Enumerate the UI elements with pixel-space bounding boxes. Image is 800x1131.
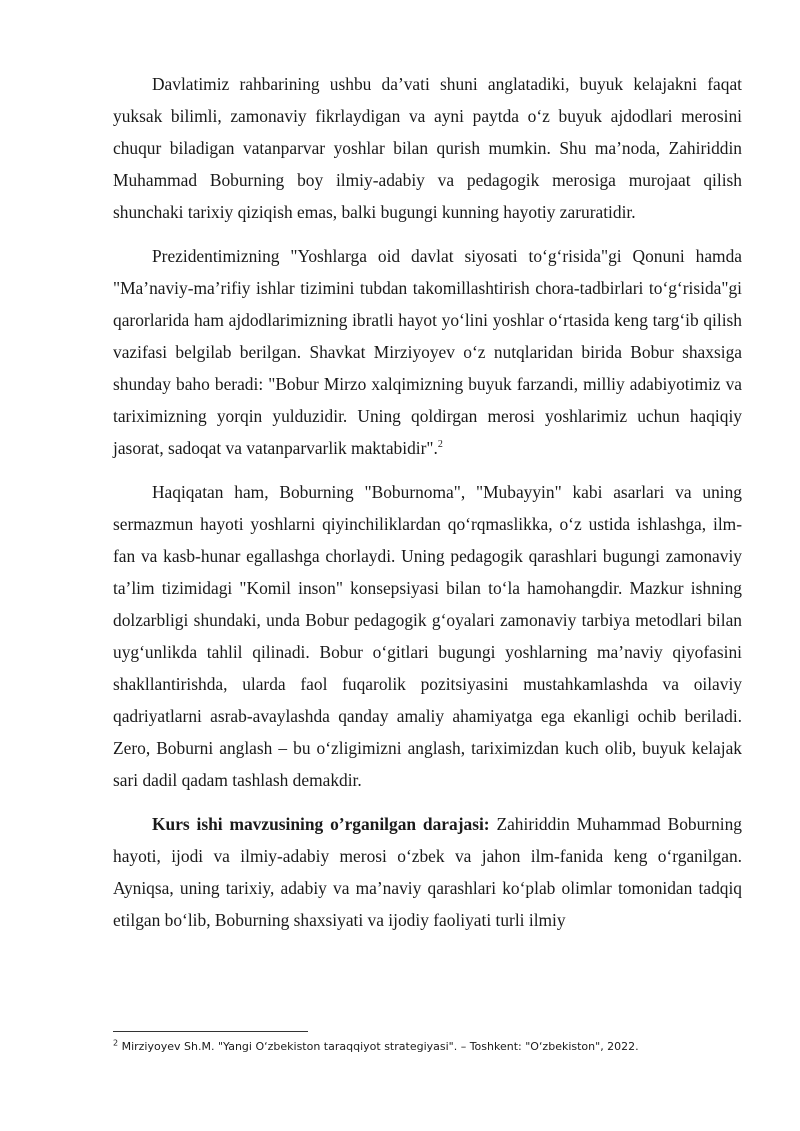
section-heading: Kurs ishi mavzusining o’rganilgan darajasi: xyxy=(152,814,490,834)
paragraph-3 xyxy=(113,476,742,796)
footnote xyxy=(113,1040,742,1054)
footnote-divider xyxy=(113,1031,308,1032)
footnote-text: Mirziyoyev Sh.M. "Yangi O‘zbekiston taraqqiyot strategiyasi". – Toshkent: "O‘zbekiston", 2022. xyxy=(118,1040,639,1053)
paragraph-4-text: Zahiriddin Muhammad Boburning hayoti, ijodi va ilmiy-adabiy merosi o‘zbek va jahon ilm-fanida keng o‘rganilgan. Ayniqsa, uning tarixiy, adabiy va ma’naviy qarashlari ko‘plab olimlar tomonidan tadqiq etilgan bo‘lib, Boburning shaxsiyati va ijodiy faoliyati turli ilmiy xyxy=(113,814,742,930)
footnote-number: 2 xyxy=(113,1038,119,1048)
paragraph-4 xyxy=(113,808,742,936)
paragraph-1 xyxy=(113,68,742,228)
body-text xyxy=(113,68,742,948)
paragraph-2 xyxy=(113,240,742,464)
footnote-reference[interactable]: 2 xyxy=(437,439,443,451)
paragraph-1-text: Davlatimiz rahbarining ushbu da’vati shuni anglatadiki, buyuk kelajakni faqat yuksak bilimli, zamonaviy fikrlaydigan va ayni paytda o‘z buyuk ajdodlari merosini chuqur biladigan vatanparvar yoshlar bilan qurish mumkin. Shu ma’noda, Zahiriddin Muhammad Boburning boy ilmiy-adabiy va pedagogik merosiga murojaat qilish shunchaki tarixiy qiziqish emas, balki bugungi kunning hayotiy zaruratidir. xyxy=(113,74,742,222)
paragraph-3-text: Haqiqatan ham, Boburning "Boburnoma", "Mubayyin" kabi asarlari va uning sermazmun hayoti yoshlarni qiyinchiliklardan qo‘rqmaslikka, o‘z ustida ishlashga, ilm-fan va kasb-hunar egallashga chorlaydi. Uning pedagogik qarashlari bugungi zamonaviy ta’lim tizimidagi "Komil inson" konsepsiyasi bilan to‘la hamohangdir. Mazkur ishning dolzarbligi shundaki, unda Bobur pedagogik g‘oyalari zamonaviy tarbiya metodlari bilan uyg‘unlikda tahlil qilinadi. Bobur o‘gitlari bugungi yoshlarning ma’naviy qiyofasini shakllantirishda, ularda faol fuqarolik pozitsiyasini mustahkamlashda va oilaviy qadriyatlarni asrab-avaylashda qanday amaliy ahamiyatga ega ekanligi ochib beriladi. Zero, Boburni anglash – bu o‘zligimizni anglash, tariximizdan kuch olib, buyuk kelajak sari dadil qadam tashlash demakdir. xyxy=(113,482,742,790)
paragraph-2-text: Prezidentimizning "Yoshlarga oid davlat siyosati to‘g‘risida"gi Qonuni hamda "Ma’naviy-ma’rifiy ishlar tizimini tubdan takomillashtirish chora-tadbirlari to‘g‘risida"gi qarorlarida ham ajdodlarimizning ibratli hayot yo‘lini yoshlar o‘rtasida keng targ‘ib qilish vazifasi belgilab berilgan. Shavkat Mirziyoyev o‘z nutqlaridan birida Bobur shaxsiga shunday baho beradi: "Bobur Mirzo xalqimizning buyuk farzandi, milliy adabiyotimiz va tariximizning yorqin yulduzidir. Uning qoldirgan merosi yoshlarimiz uchun haqiqiy jasorat, sadoqat va vatanparvarlik maktabidir". xyxy=(113,246,742,458)
